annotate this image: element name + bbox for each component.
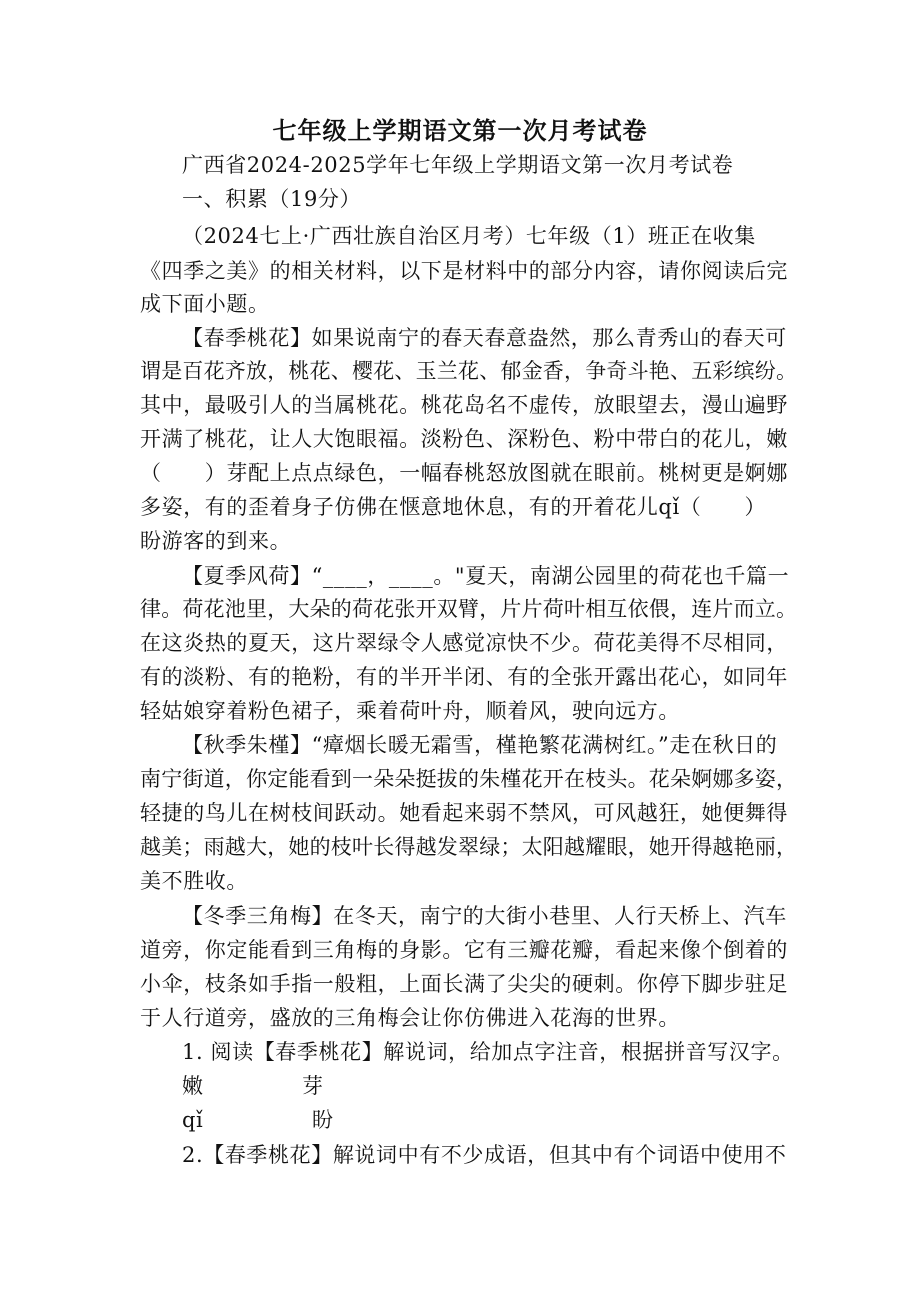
summer-paragraph-line: 有的淡粉、有的艳粉，有的半开半闭、有的全张开露出花心，如同年 [140,665,788,689]
autumn-paragraph-line: 南宁街道，你定能看到一朵朵挺拔的朱槿花开在枝头。花朵婀娜多姿， [140,767,798,791]
spring-paragraph-line: 其中，最吸引人的当属桃花。桃花岛名不虚传，放眼望去，漫山遍野 [140,393,788,417]
q1-item-pan: 盼 [312,1108,334,1132]
summer-paragraph-line: 轻姑娘穿着粉色裙子，乘着荷叶舟，顺着风，驶向远方。 [140,699,680,723]
q1-item-nen: 嫩 [182,1074,204,1098]
spring-paragraph-line: 开满了桃花，让人大饱眼福。淡粉色、深粉色、粉中带白的花儿，嫩 [140,427,788,451]
autumn-paragraph-line: 【秋季朱槿】“瘴烟长暖无霜雪，槿艳繁花满树红。”走在秋日的 [182,733,778,757]
winter-paragraph-line: 于人行道旁，盛放的三角梅会让你仿佛进入花海的世界。 [140,1006,680,1030]
spring-paragraph-line: 谓是百花齐放，桃花、樱花、玉兰花、郁金香，争奇斗艳、五彩缤纷。 [140,359,798,383]
section-heading: 一、积累（19分） [182,187,362,211]
summer-paragraph-line: 律。荷花池里，大朵的荷花张开双臂，片片荷叶相互依偎，连片而立。 [140,597,798,621]
page-title: 七年级上学期语文第一次月考试卷 [272,117,648,145]
winter-paragraph-line: 小伞，枝条如手指一般粗，上面长满了尖尖的硬刺。你停下脚步驻足 [140,972,788,996]
exam-subtitle: 广西省2024-2025学年七年级上学期语文第一次月考试卷 [182,153,734,177]
q1-item-ya: 芽 [302,1074,324,1098]
spring-paragraph-line: 【春季桃花】如果说南宁的春天春意盎然，那么青秀山的春天可 [182,326,787,350]
winter-paragraph-line: 道旁，你定能看到三角梅的身影。它有三瓣花瓣，看起来像个倒着的 [140,938,788,962]
intro-line: 成下面小题。 [140,292,270,316]
q1-item-qi: qǐ [182,1108,204,1132]
spring-paragraph-line: （ ）芽配上点点绿色，一幅春桃怒放图就在眼前。桃树更是婀娜 [140,461,788,485]
intro-line: 《四季之美》的相关材料，以下是材料中的部分内容，请你阅读后完 [140,259,788,283]
spring-paragraph-line: 盼游客的到来。 [140,529,292,553]
summer-paragraph-line: 在这炎热的夏天，这片翠绿令人感觉凉快不少。荷花美得不尽相同， [140,631,788,655]
autumn-paragraph-line: 轻捷的鸟儿在树枝间跃动。她看起来弱不禁风，可风越狂，她便舞得 [140,801,788,825]
question-2-text: 2.【春季桃花】解说词中有不少成语，但其中有个词语中使用不 [182,1143,787,1167]
intro-line: （2024七上·广西壮族自治区月考）七年级（1）班正在收集 [182,224,756,248]
autumn-paragraph-line: 美不胜收。 [140,869,248,893]
autumn-paragraph-line: 越美；雨越大，她的枝叶长得越发翠绿；太阳越耀眼，她开得越艳丽， [140,835,798,859]
summer-paragraph-line: 【夏季风荷】“____，____。"夏天，南湖公园里的荷花也千篇一 [182,564,790,588]
question-1-text: 1. 阅读【春季桃花】解说词，给加点字注音，根据拼音写汉字。 [182,1040,794,1064]
spring-paragraph-line: 多姿，有的歪着身子仿佛在惬意地休息，有的开着花儿qǐ（ ） [140,495,767,519]
winter-paragraph-line: 【冬季三角梅】在冬天，南宁的大街小巷里、人行天桥上、汽车 [182,904,787,928]
